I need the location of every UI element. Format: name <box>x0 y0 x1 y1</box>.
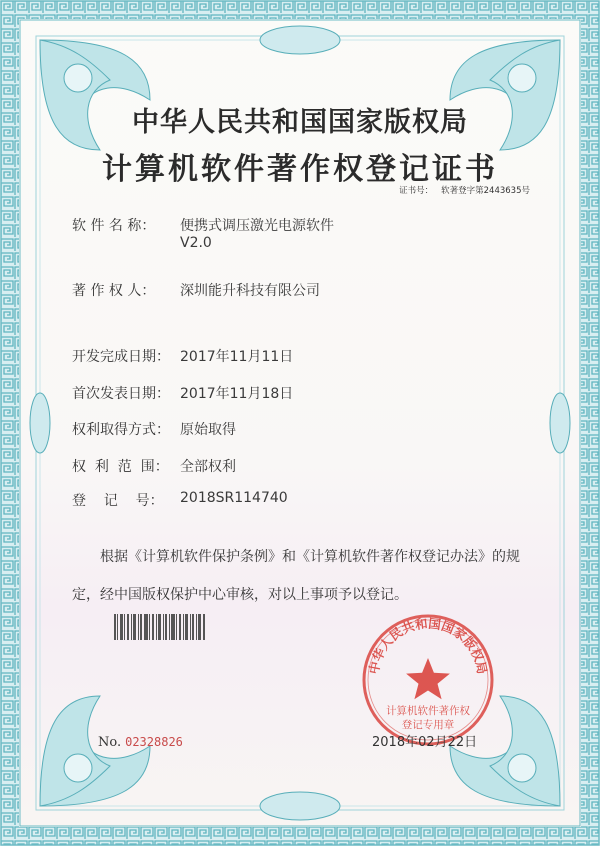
certificate-title: 计算机软件著作权登记证书 <box>102 152 498 187</box>
serial-label: No. <box>98 735 122 750</box>
field-label: 权 利 范 围： <box>72 459 169 475</box>
field-value: 2018SR114740 <box>180 490 288 506</box>
field-label: 著 作 权 人： <box>72 283 156 299</box>
certificate-number <box>399 184 530 196</box>
seal-star-icon <box>406 658 450 699</box>
field-label: 权利取得方式： <box>72 422 170 438</box>
seal-line-1: 计算机软件著作权 <box>386 705 470 717</box>
field-publication-date <box>72 383 293 403</box>
field-label: 首次发表日期： <box>72 386 170 402</box>
issuing-authority: 中华人民共和国国家版权局 <box>132 107 468 138</box>
certificate-number-value: 软著登字第2443635号 <box>441 186 530 196</box>
field-acquisition-method <box>72 419 236 439</box>
serial-number <box>98 735 183 750</box>
seal-ring-text: 中华人民共和国国家版权局 <box>365 615 491 676</box>
seal-line-2: 登记专用章 <box>401 719 455 731</box>
field-value: 2017年11月11日 <box>180 349 294 365</box>
field-value: 全部权利 <box>180 459 236 475</box>
issue-date: 2018年02月22日 <box>372 735 478 750</box>
field-label: 开发完成日期： <box>72 349 170 365</box>
field-development-date <box>72 346 293 366</box>
field-copyright-owner <box>72 280 320 300</box>
certificate-number-label: 证书号： <box>399 186 434 196</box>
field-value: 深圳能升科技有限公司 <box>180 283 320 299</box>
barcode <box>114 614 206 640</box>
field-software-name <box>72 215 334 251</box>
serial-value: 02328826 <box>125 735 183 749</box>
field-value: 2017年11月18日 <box>180 386 294 402</box>
certification-statement: 根据《计算机软件保护条例》和《计算机软件著作权登记办法》的规定，经中国版权保护中心审核，对以上事项予以登记。 <box>72 549 520 603</box>
software-name: 便携式调压激光电源软件 <box>180 218 334 234</box>
field-value: 原始取得 <box>180 422 236 438</box>
field-value <box>180 215 334 251</box>
field-label: 登 记 号： <box>72 493 164 509</box>
official-seal <box>358 610 498 750</box>
field-rights-scope <box>72 456 236 476</box>
software-version: V2.0 <box>180 235 212 251</box>
field-label: 软 件 名 称： <box>72 218 156 234</box>
field-registration-number <box>72 490 288 510</box>
